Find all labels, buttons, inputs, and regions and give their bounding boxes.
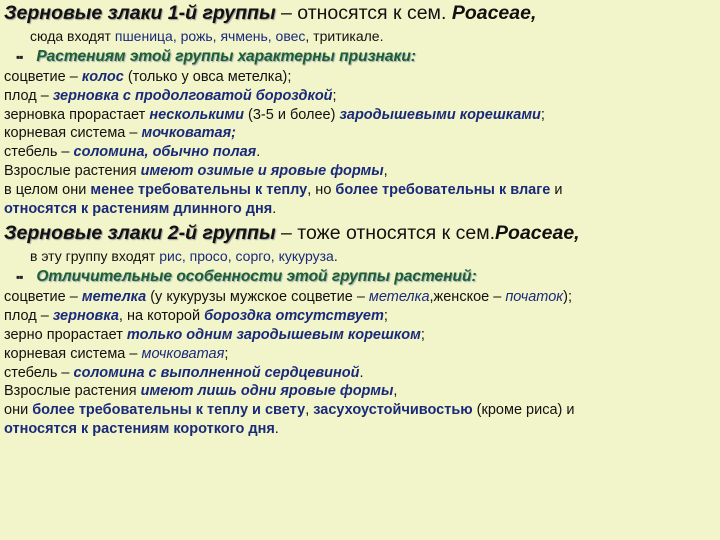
text-segment: менее требовательны к теплу — [90, 181, 308, 198]
text-segment: зерно прорастает — [4, 326, 127, 343]
group1-line-fruit — [4, 87, 716, 106]
text-segment: мочковатая; — [141, 125, 236, 142]
group2-members-tail: . — [333, 248, 338, 265]
text-segment: початок — [505, 289, 564, 306]
text-segment: . — [272, 200, 277, 217]
group2-line-roots — [4, 345, 716, 364]
group2-members — [4, 246, 716, 266]
group1-line-requirements — [4, 181, 716, 200]
group1-members — [4, 26, 716, 46]
group2-title-rest: – тоже относятся к сем. — [275, 222, 496, 245]
text-segment: ; — [224, 345, 229, 362]
text-segment: (у кукурузы мужское соцветие – — [146, 289, 369, 306]
text-segment: ; — [540, 106, 545, 123]
text-segment: и — [550, 181, 563, 198]
bullet-icon: ▪▪ — [16, 50, 23, 64]
text-segment: ,женское – — [429, 289, 506, 306]
group1-heading — [4, 0, 716, 26]
group1-features-heading — [4, 46, 716, 68]
text-segment: относятся к растениям короткого дня — [4, 420, 275, 437]
group2-title: Зерновые злаки 2-й группы — [4, 222, 276, 245]
group2-features-heading — [4, 266, 716, 288]
group2-family: Poaceae, — [495, 222, 580, 245]
group2-line-inflorescence — [4, 288, 716, 307]
text-segment: соломина с выполненной сердцевиной — [73, 364, 360, 381]
group2-line-forms — [4, 382, 716, 401]
group1-line-forms — [4, 162, 716, 181]
text-segment: метелка — [81, 289, 147, 306]
group1-line-daylength — [4, 200, 716, 219]
text-segment: зерновка прорастает — [4, 106, 150, 123]
group1-family: Poaceae, — [451, 2, 537, 24]
text-segment: (кроме риса) и — [472, 402, 575, 419]
text-segment: имеют лишь одни яровые формы — [140, 383, 394, 400]
group1-line-inflorescence — [4, 68, 716, 87]
text-segment: . — [359, 364, 364, 381]
text-segment: Взрослые растения — [4, 162, 141, 179]
group2-features-text: Отличительные особенности этой группы растений: — [36, 268, 477, 286]
text-segment: , — [393, 383, 398, 400]
text-segment: ; — [383, 308, 388, 325]
text-segment: соцветие – — [4, 69, 82, 85]
text-segment: Взрослые растения — [4, 383, 141, 400]
text-segment: соцветие – — [4, 289, 82, 306]
text-segment: колос — [81, 69, 124, 85]
group2-line-germination — [4, 326, 716, 345]
text-segment: они — [4, 402, 33, 419]
text-segment: более требовательны к теплу и свету — [32, 402, 306, 419]
text-segment: корневая система – — [4, 125, 142, 142]
text-segment: стебель – — [4, 364, 74, 381]
text-segment: ); — [563, 289, 572, 306]
group1-title-rest: – относятся к сем. — [275, 2, 452, 24]
group2-members-intro: в эту группу входят — [30, 248, 160, 265]
text-segment: (3-5 и более) — [244, 106, 340, 123]
text-segment: относятся к растениям длинного дня — [4, 200, 273, 217]
group1-members-intro: сюда входят — [30, 28, 115, 44]
text-segment: , — [383, 162, 388, 179]
text-segment: имеют озимые и яровые формы — [140, 162, 384, 179]
group2-members-list: рис, просо, сорго, кукуруза — [159, 248, 334, 265]
text-segment: корневая система – — [4, 345, 142, 362]
text-segment: . — [274, 420, 279, 437]
text-segment: соломина, обычно полая — [73, 144, 257, 161]
text-segment: засухоустойчивостью — [313, 402, 473, 419]
group1-members-list: пшеница, рожь, ячмень, овес — [114, 28, 306, 44]
group2-line-daylength — [4, 420, 716, 439]
text-segment: несколькими — [149, 106, 245, 123]
text-segment: зерновка с продолговатой бороздкой — [52, 87, 333, 104]
text-segment: плод – — [4, 87, 53, 104]
group1-features-text: Растениям этой группы характерны признаки: — [36, 48, 416, 65]
text-segment: ; — [420, 326, 425, 343]
text-segment: , но — [307, 181, 336, 198]
text-segment: (только у овса метелка); — [123, 69, 292, 85]
text-segment: более требовательны к влаге — [335, 181, 551, 198]
text-segment: метелка — [368, 289, 430, 306]
text-segment: , на которой — [118, 308, 205, 325]
text-segment: бороздка отсутствует — [204, 308, 384, 325]
group2-line-fruit — [4, 307, 716, 326]
group1-line-roots — [4, 124, 716, 143]
group2-line-stem — [4, 364, 716, 383]
text-segment: в целом они — [4, 181, 91, 198]
group1-line-stem — [4, 143, 716, 162]
text-segment: только одним зародышевым корешком — [126, 326, 421, 343]
group2-heading — [4, 220, 716, 246]
text-segment: мочковатая — [141, 345, 225, 362]
text-segment: стебель – — [4, 144, 74, 161]
group1-line-germination — [4, 106, 716, 125]
text-segment: , — [305, 402, 314, 419]
text-segment: зерновка — [52, 308, 119, 325]
text-segment: зародышевыми корешками — [339, 106, 541, 123]
group1-members-tail: , тритикале. — [305, 28, 384, 44]
group1-title: Зерновые злаки 1-й группы — [4, 2, 276, 24]
bullet-icon: ▪▪ — [16, 270, 23, 285]
text-segment: ; — [332, 87, 337, 104]
text-segment: плод – — [4, 308, 53, 325]
group2-line-requirements — [4, 401, 716, 420]
text-segment: . — [256, 144, 261, 161]
